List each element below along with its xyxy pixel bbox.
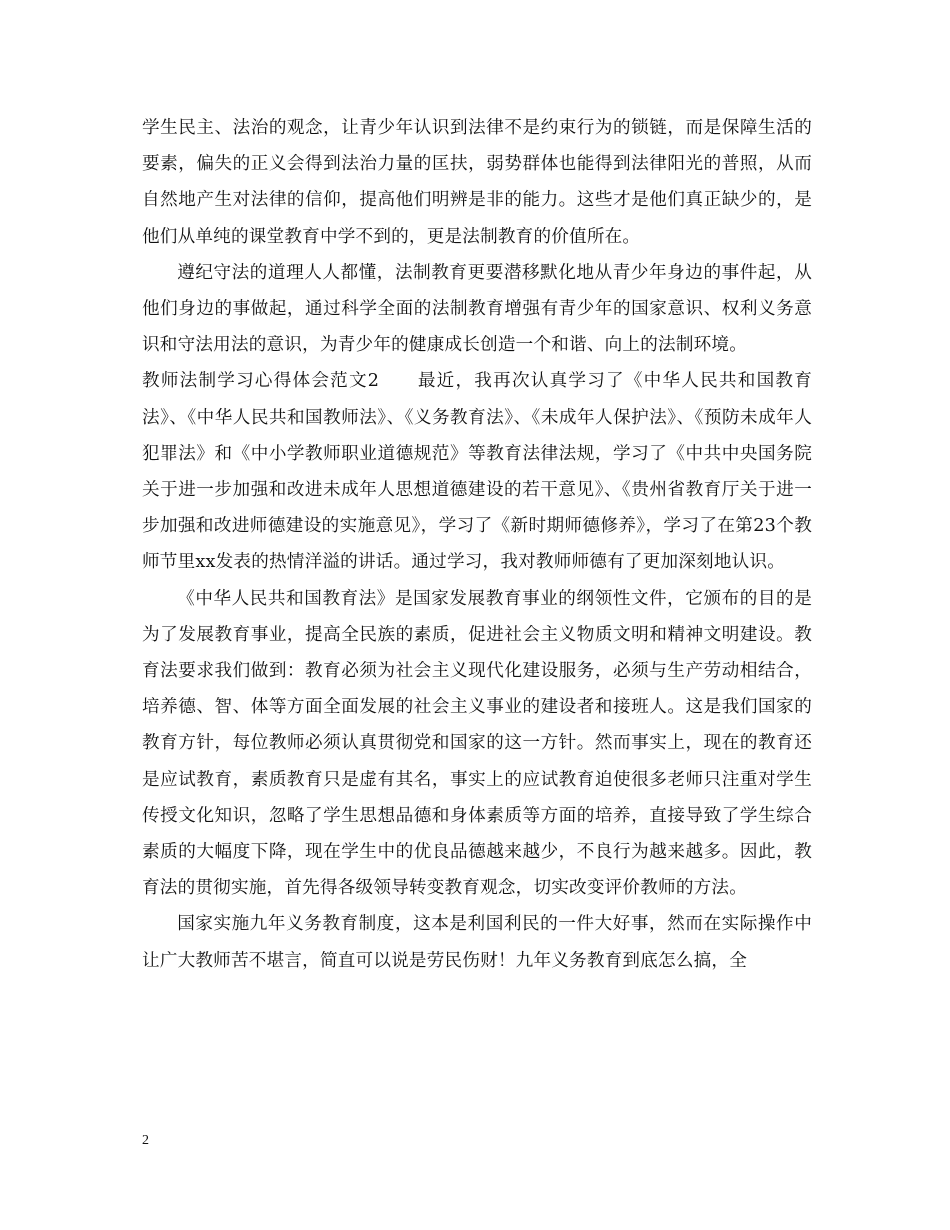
paragraph-1: 学生民主、法治的观念，让青少年认识到法律不是约束行为的锁链，而是保障生活的要素，偏失的正义会得到法治力量的匡扶，弱势群体也能得到法律阳光的普照，从而自然地产生对法律的信仰，提高他们明辨是非的能力。这些才是他们真正缺少的，是他们从单纯的课堂教育中学不到的，更是法制教育的价值所在。	[142, 118, 812, 247]
paragraph-5: 国家实施九年义务教育制度，这本是利国利民的一件大好事，然而在实际操作中让广大教师苦不堪言，简直可以说是劳民伤财！九年义务教育到底怎么搞，全	[142, 914, 812, 971]
document-body	[142, 110, 812, 979]
paragraph-2: 遵纪守法的道理人人都懂，法制教育更要潜移默化地从青少年身边的事件起，从他们身边的事做起，通过科学全面的法制教育增强有青少年的国家意识、权利义务意识和守法用法的意识，为青少年的健康成长创造一个和谐、向上的法制环境。	[142, 262, 812, 356]
paragraph-3: 教师法制学习心得体会范文2 最近，我再次认真学习了《中华人民共和国教育法》、《中华人民共和国教师法》、《义务教育法》、《未成年人保护法》、《预防未成年人犯罪法》和《中小学教师职业道德规范》等教育法律法规，学习了《中共中央国务院关于进一步加强和改进未成年人思想道德建设的若干意见》、《贵州省教育厅关于进一步加强和改进师德建设的实施意见》，学习了《新时期师德修养》，学习了在第23个教师节里xx发表的热情洋溢的讲话。通过学习，我对教师师德有了更加深刻地认识。	[142, 371, 812, 573]
page-number: 2	[142, 1133, 149, 1148]
paragraph-4: 《中华人民共和国教育法》是国家发展教育事业的纲领性文件，它颁布的目的是为了发展教育事业，提高全民族的素质，促进社会主义物质文明和精神文明建设。教育法要求我们做到：教育必须为社会主义现代化建设服务，必须与生产劳动相结合，培养德、智、体等方面全面发展的社会主义事业的建设者和接班人。这是我们国家的教育方针，每位教师必须认真贯彻党和国家的这一方针。然而事实上，现在的教育还是应试教育，素质教育只是虚有其名，事实上的应试教育迫使很多老师只注重对学生传授文化知识，忽略了学生思想品德和身体素质等方面的培养，直接导致了学生综合素质的大幅度下降，现在学生中的优良品德越来越少，不良行为越来越多。因此，教育法的贯彻实施，首先得各级领导转变教育观念，切实改变评价教师的方法。	[142, 588, 812, 899]
